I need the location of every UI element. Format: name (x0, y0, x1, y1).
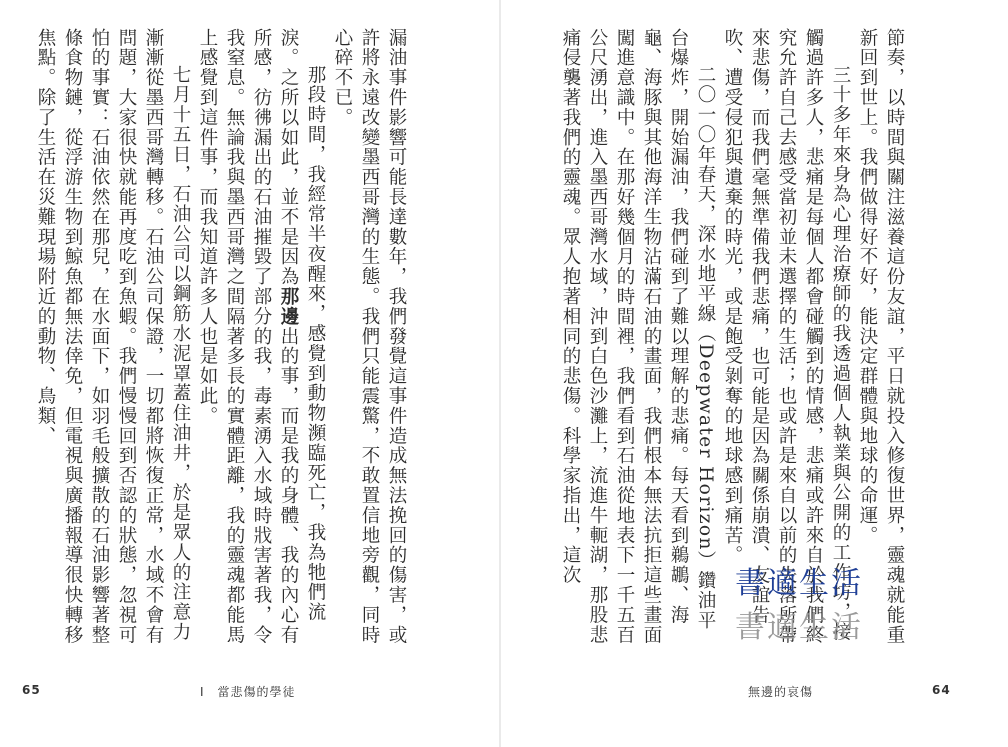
left-paragraph-2-text-b: 出的事，而是我的身體、我的內心有所感，彷彿漏出的石油摧毀了部分的我，毒素湧入水域時戕害著我，令我窒息。無論我與墨西哥灣之間隔著多長的實體距離，我的靈魂都能馬上感覺到這件事，而我知道許多人也是如此。 (197, 28, 299, 645)
left-page (0, 0, 500, 747)
right-paragraph-1: 節奏，以時間與關注滋養這份友誼，平日就投入修復世界，靈魂就能重新回到世上。我們做得好不好，能決定群體與地球的命運。 (857, 28, 905, 645)
chapter-marker: I 當悲傷的學徒 (200, 685, 296, 699)
page-number-left: 65 (22, 683, 41, 697)
left-paragraph-2-text-a: 那段時間，我經常半夜醒來，感覺到動物瀕臨死亡，我為牠們流淚。之所以如此，並不是因為 (278, 28, 326, 623)
page-number-right: 64 (932, 683, 951, 697)
right-paragraph-3: 二〇一〇年春天，深水地平線（Deepwater Horizon）鑽油平台爆炸，開始漏油，我們碰到了難以理解的悲痛。每天看到鵜鶘、海龜、海豚與其他海洋生物沾滿石油的畫面，我們根本無法抗拒這些畫面闖進意識中。在那好幾個月的時間裡，我們看到石油從地表下一千五百公尺湧出，進入墨西哥灣水域，沖到白色沙灘上，流進牛軛湖，那股悲痛侵襲著我們的靈魂。眾人抱著相同的悲傷。科學家指出，這次 (560, 28, 716, 645)
right-paragraph-2: 三十多年來身為心理治療師的我透過個人執業與公開的工作坊，接觸過許多人，悲痛是每個人都會碰觸到的情感，悲痛或許來自於我們終究允許自己去感受當初並未選擇的生活；也或許是來自以前的失落所帶來悲傷，而我們毫無準備我們悲痛，也可能是因為關係崩潰、友誼告吹、遭受侵犯與遺棄的時光，或是飽受剝奪的地球感到痛苦。 (722, 28, 851, 645)
left-paragraph-3: 七月十五日，石油公司以鋼筋水泥罩蓋住油井，於是眾人的注意力漸漸從墨西哥灣轉移。石油公司保證，一切都將恢復正常，水域不會有問題，大家很快就能再度吃到魚蝦。我們慢慢回到否認的狀態，忽視可怕的事實：石油依然在那兒，在水面下，如羽毛般擴散的石油影響著整條食物鏈，從浮游生物到鯨魚都無法倖免，但電視與廣播報導很快轉移焦點。除了生活在災難現場附近的動物、鳥類、 (35, 28, 191, 645)
right-page-body (560, 28, 908, 648)
watermark-logo-gray: 書適生活 (735, 610, 863, 645)
left-paragraph-2 (194, 28, 329, 648)
emphasis-nabian: 那邊 (278, 286, 299, 327)
left-page-body (35, 28, 410, 648)
watermark-logo-blue: 書適生活 (735, 566, 863, 601)
running-title: 無邊的哀傷 (748, 685, 814, 699)
left-paragraph-1: 漏油事件影響可能長達數年，我們發覺這事件造成無法挽回的傷害，或許將永遠改變墨西哥灣的生態。我們只能震驚，不敢置信地旁觀，同時心碎不已。 (332, 28, 407, 645)
